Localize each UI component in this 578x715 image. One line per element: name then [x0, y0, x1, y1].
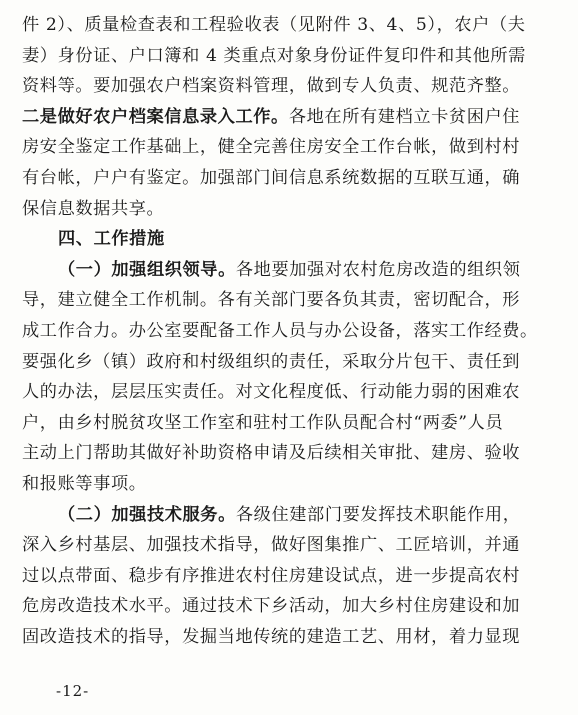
text-line: 人的办法，层层压实责任。对文化程度低、行动能力弱的困难农 [22, 382, 521, 403]
text-line: 过以点带面、稳步有序推进农村住房建设试点，进一步提高农村 [22, 565, 521, 586]
text-line: 固改造技术的指导，发掘当地传统的建造工艺、用材，着力显现 [22, 626, 521, 647]
text-line: 要强化乡（镇）政府和村级组织的责任，采取分片包干、责任到 [22, 351, 521, 372]
paragraph-text: 各地在所有建档立卡贫困户住 [288, 106, 521, 127]
paragraph-lead: （二）加强技术服务。 [58, 504, 236, 525]
paragraph-text: 各地要加强对农村危房改造的组织领 [235, 259, 521, 280]
text-line: 资料等。要加强农户档案资料管理，做到专人负责、规范齐整。 [22, 76, 521, 97]
text-line: 保信息数据共享。 [22, 198, 165, 219]
text-line [22, 500, 562, 531]
text-line: 主动上门帮助其做好补助资格申请及后续相关审批、建房、验收 [22, 443, 521, 464]
text-line: 深入乡村基层、加强技术指导，做好图集推广、工匠培训，并通 [22, 535, 521, 556]
text-line: 有台帐，户户有鉴定。加强部门间信息系统数据的互联互通，确 [22, 167, 521, 188]
paragraph-text: 各级住建部门要发挥技术职能作用， [235, 504, 521, 525]
paragraph-lead: 二是做好农户档案信息录入工作。 [22, 106, 289, 127]
text-line: 导，建立健全工作机制。各有关部门要各负其责，密切配合，形 [22, 290, 521, 311]
text-line [22, 255, 562, 286]
text-line [22, 102, 562, 133]
body-text [22, 10, 562, 652]
text-line: 危房改造技术水平。通过技术下乡活动，加大乡村住房建设和加 [22, 596, 521, 617]
text-line: 户，由乡村脱贫攻坚工作室和驻村工作队员配合村“两委”人员 [22, 412, 504, 433]
section-heading: 四、工作措施 [58, 229, 165, 250]
text-line: 件 2）、质量检查表和工程验收表（见附件 3、4、5），农户（夫 [22, 15, 526, 35]
paragraph-lead: （一）加强组织领导。 [58, 259, 236, 280]
text-line: 妻）身份证、户口簿和 4 类重点对象身份证件复印件和其他所需 [22, 45, 526, 66]
page-number: -12- [56, 682, 90, 700]
text-line: 和报账等事项。 [22, 473, 147, 494]
text-line: 成工作合力。办公室要配备工作人员与办公设备，落实工作经费。 [22, 320, 538, 341]
text-line: 房安全鉴定工作基础上，健全完善住房安全工作台帐，做到村村 [22, 137, 521, 158]
